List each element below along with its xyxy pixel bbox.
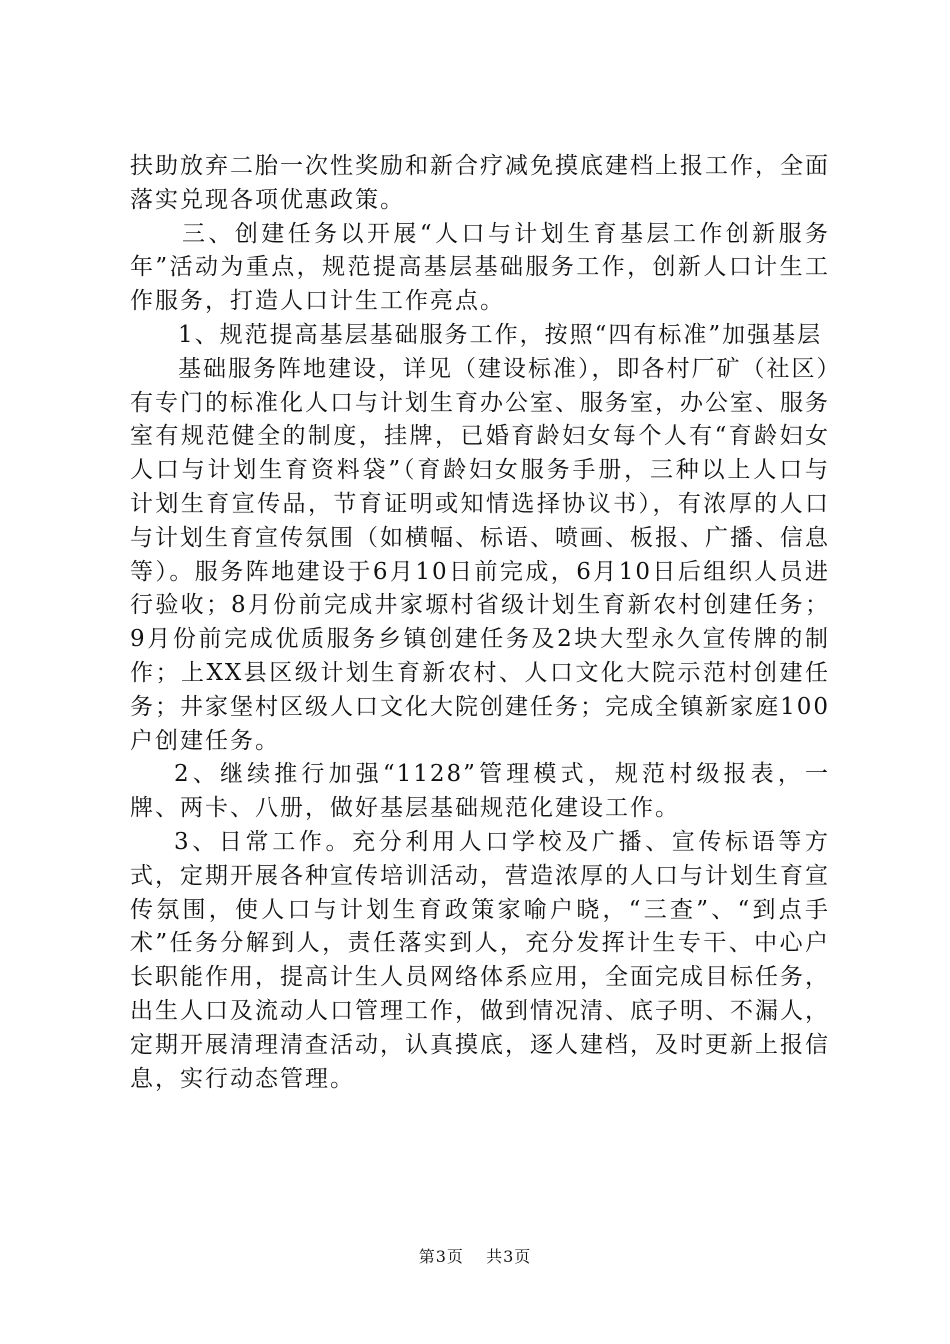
paragraph-item-three: 3、日常工作。充分利用人口学校及广播、宣传标语等方式，定期开展各种宣传培训活动，营造浓厚的人口与计划生育宣传氛围，使人口与计划生育政策家喻户晓，“三查”、“到点手术”任务分解到人，责任落实到人，充分发挥计生专干、中心户长职能作用，提高计生人员网络体系应用，全面完成目标任务，出生人口及流动人口管理工作，做到情况清、底子明、不漏人，定期开展清理清查活动，认真摸底，逐人建档，及时更新上报信息，实行动态管理。	[130, 828, 830, 1092]
page-number-current: 第3页	[418, 1247, 464, 1266]
paragraph-continuation: 扶助放弃二胎一次性奖励和新合疗减免摸底建档上报工作，全面落实兑现各项优惠政策。	[130, 153, 830, 213]
page-footer	[0, 1244, 950, 1267]
paragraph-item-one-body: 基础服务阵地建设，详见（建设标准），即各村厂矿（社区）有专门的标准化人口与计划生育办公室、服务室，办公室、服务室有规范健全的制度，挂牌，已婚育龄妇女每个人有“育龄妇女人口与计划生育资料袋”（育龄妇女服务手册，三种以上人口与计划生育宣传品，节育证明或知情选择协议书），有浓厚的人口与计划生育宣传氛围（如横幅、标语、喷画、板报、广播、信息等）。服务阵地建设于6月10日前完成，6月10日后组织人员进行验收；8月份前完成井家塬村省级计划生育新农村创建任务；9月份前完成优质服务乡镇创建任务及2块大型永久宣传牌的制作；上XX县区级计划生育新农村、人口文化大院示范村创建任务；井家堡村区级人口文化大院创建任务；完成全镇新家庭100户创建任务。	[130, 355, 830, 754]
paragraph-item-one-heading: 1、规范提高基层基础服务工作，按照“四有标准”加强基层	[178, 321, 823, 348]
page-number-total: 共3页	[486, 1247, 532, 1266]
document-body	[130, 150, 830, 1096]
paragraph-section-three: 三、创建任务以开展“人口与计划生育基层工作创新服务年”活动为重点，规范提高基层基础服务工作，创新人口计生工作服务，打造人口计生工作亮点。	[130, 220, 830, 315]
paragraph-item-two: 2、继续推行加强“1128”管理模式，规范村级报表，一牌、两卡、八册，做好基层基础规范化建设工作。	[130, 761, 830, 822]
